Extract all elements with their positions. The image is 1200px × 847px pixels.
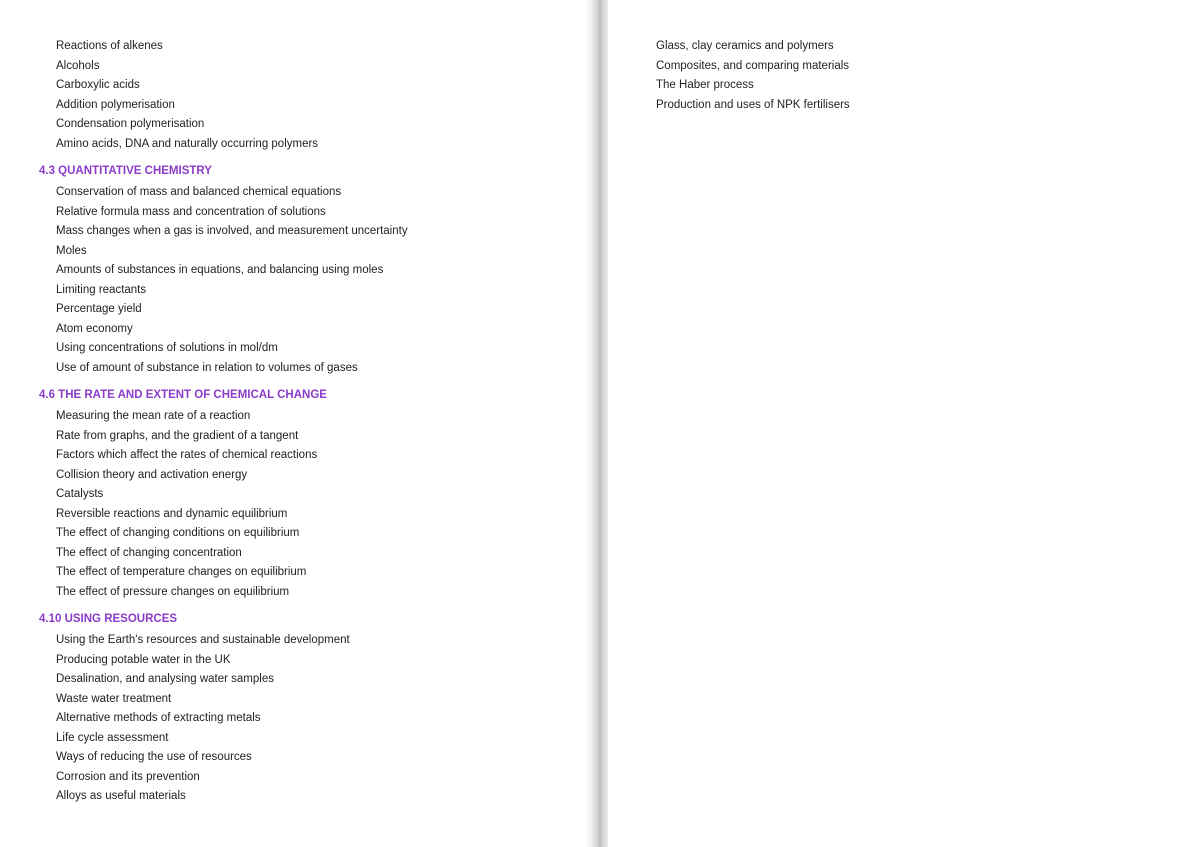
right-page (608, 0, 1200, 847)
list-item: Amino acids, DNA and naturally occurring polymers (56, 137, 319, 150)
list-item: Use of amount of substance in relation to volumes of gases (56, 361, 358, 374)
list-item: Glass, clay ceramics and polymers (656, 40, 834, 52)
section-heading-quantitative-chemistry: 4.3 QUANTITATIVE CHEMISTRY (39, 165, 212, 177)
list-item: The effect of changing concentration (56, 546, 242, 559)
list-item: Life cycle assessment (56, 731, 169, 744)
list-item: Corrosion and its prevention (56, 770, 200, 783)
list-item: The effect of pressure changes on equilibrium (56, 585, 290, 598)
list-item: Catalysts (56, 488, 104, 500)
list-item: Waste water treatment (56, 692, 172, 705)
list-item: Addition polymerisation (56, 98, 175, 111)
list-item: Mass changes when a gas is involved, and measurement uncertainty (56, 225, 408, 237)
list-item: Ways of reducing the use of resources (56, 751, 252, 763)
list-item: Producing potable water in the UK (56, 653, 231, 666)
list-item: Reactions of alkenes (56, 40, 163, 52)
list-item: Rate from graphs, and the gradient of a tangent (56, 429, 299, 442)
list-item: Alloys as useful materials (56, 790, 186, 802)
left-contents-list (39, 37, 579, 807)
list-item: Measuring the mean rate of a reaction (56, 410, 251, 422)
list-item: Alcohols (56, 59, 100, 72)
list-item: The Haber process (656, 79, 754, 91)
list-item: Reversible reactions and dynamic equilibrium (56, 507, 288, 520)
list-item: Atom economy (56, 322, 133, 335)
list-item: Alternative methods of extracting metals (56, 712, 261, 724)
list-item: Collision theory and activation energy (56, 468, 248, 481)
list-item: Condensation polymerisation (56, 118, 205, 130)
list-item: Using the Earth's resources and sustainable development (56, 634, 350, 646)
list-item: Factors which affect the rates of chemical reactions (56, 449, 318, 461)
list-item: The effect of changing conditions on equilibrium (56, 527, 300, 539)
section-heading-using-resources: 4.10 USING RESOURCES (39, 613, 178, 625)
list-item: Relative formula mass and concentration of solutions (56, 205, 326, 218)
section-heading-rate-and-extent: 4.6 THE RATE AND EXTENT OF CHEMICAL CHANGE (39, 389, 327, 401)
list-item: Conservation of mass and balanced chemical equations (56, 186, 342, 198)
list-item: Limiting reactants (56, 283, 147, 296)
list-item: Percentage yield (56, 303, 142, 315)
right-contents-list (656, 37, 1176, 115)
list-item: Moles (56, 244, 87, 257)
list-item: Composites, and comparing materials (656, 59, 850, 72)
list-item: The effect of temperature changes on equilibrium (56, 566, 307, 578)
list-item: Production and uses of NPK fertilisers (656, 98, 850, 111)
list-item: Carboxylic acids (56, 79, 140, 91)
left-page (0, 0, 592, 847)
list-item: Desalination, and analysing water samples (56, 673, 274, 685)
list-item: Amounts of substances in equations, and balancing using moles (56, 264, 384, 276)
list-item: Using concentrations of solutions in mol/dm (56, 342, 278, 354)
